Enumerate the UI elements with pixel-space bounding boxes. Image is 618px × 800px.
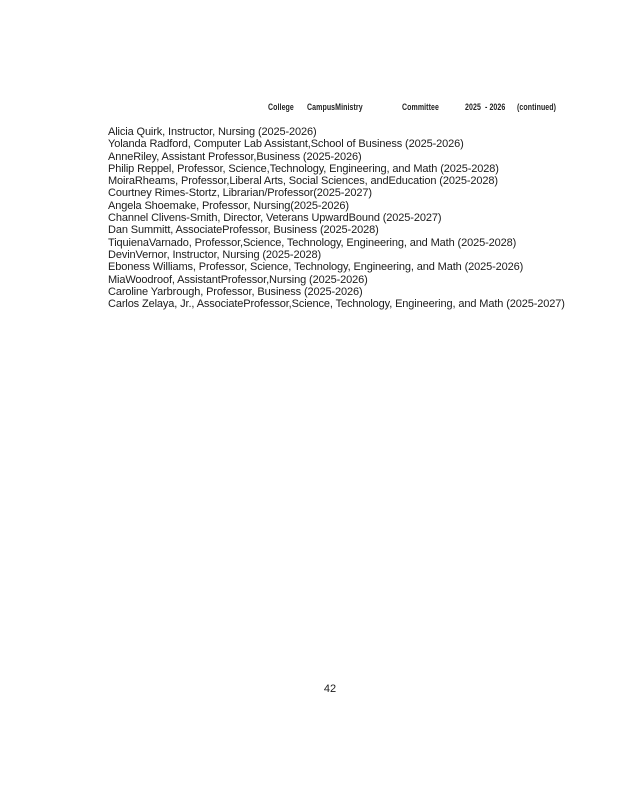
member-line: TiquienaVarnado, Professor,Science, Technology, Engineering, and Math (2025-2028) <box>108 236 517 249</box>
member-line: Philip Reppel, Professor, Science,Technology, Engineering, and Math (2025-2028) <box>108 162 499 175</box>
member-line: Dan Summitt, AssociateProfessor, Business (2025-2028) <box>108 224 379 237</box>
member-line: MoiraRheams, Professor,Liberal Arts, Social Sciences, andEducation (2025-2028) <box>108 175 498 188</box>
member-line: Carlos Zelaya, Jr., AssociateProfessor,Science, Technology, Engineering, and Math (2025-2027) <box>108 298 565 311</box>
header-segment-college: College <box>268 102 294 112</box>
header-segment-year-start: 2025 <box>465 102 481 112</box>
header-segment-committee: Committee <box>402 102 439 112</box>
header-segment-continued: (continued) <box>517 102 557 112</box>
member-line: Alicia Quirk, Instructor, Nursing (2025-2026) <box>108 126 317 138</box>
member-line: MiaWoodroof, AssistantProfessor,Nursing (2025-2026) <box>108 273 368 286</box>
page-header <box>0 102 618 114</box>
header-segment-year-end: - 2026 <box>485 102 506 112</box>
member-line: Angela Shoemake, Professor, Nursing(2025-2026) <box>108 199 349 212</box>
header-segment-campus-ministry: CampusMinistry <box>307 102 363 112</box>
member-line: Courtney Rimes-Stortz, Librarian/Professor(2025-2027) <box>108 187 372 200</box>
member-list <box>108 126 594 310</box>
page-number: 42 <box>323 683 337 695</box>
member-line: Yolanda Radford, Computer Lab Assistant,School of Business (2025-2026) <box>108 138 464 151</box>
member-line: Caroline Yarbrough, Professor, Business (2025-2026) <box>108 285 363 298</box>
member-line: DevinVernor, Instructor, Nursing (2025-2028) <box>108 248 322 261</box>
member-line: Channel Clivens-Smith, Director, Veterans UpwardBound (2025-2027) <box>108 212 442 225</box>
member-line: Eboness Williams, Professor, Science, Technology, Engineering, and Math (2025-2026) <box>108 261 524 274</box>
member-line: AnneRiley, Assistant Professor,Business (2025-2026) <box>108 150 362 163</box>
